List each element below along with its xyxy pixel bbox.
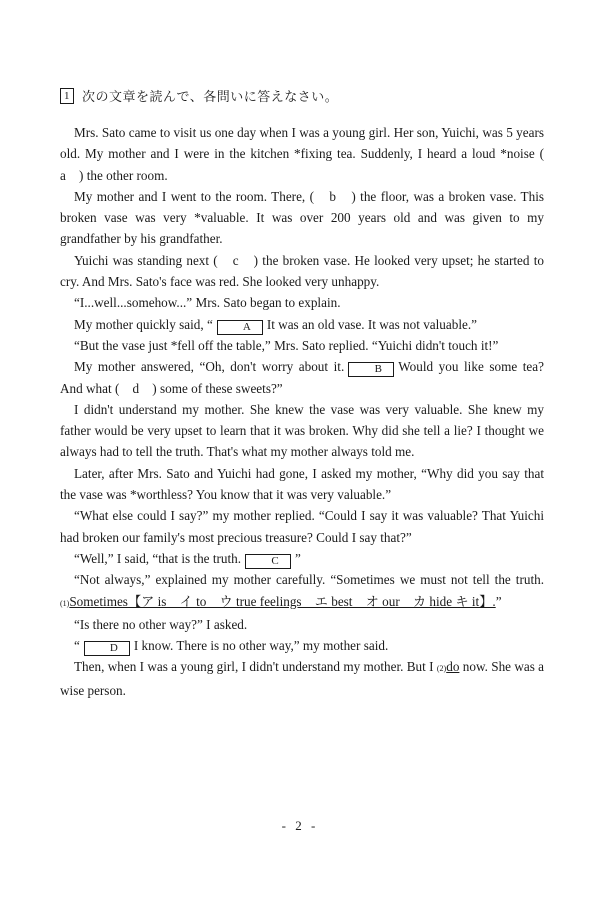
paragraph-15-start: Then, when I was a young girl, I didn't understand my mother. But I xyxy=(74,659,434,675)
answer-blank-c: C xyxy=(245,554,291,569)
paragraph-13: “Is there no other way?” I asked. xyxy=(74,616,248,632)
paragraph-5-start: My mother quickly said, “ xyxy=(74,316,213,332)
paragraph-15 xyxy=(60,656,544,701)
paragraph-10: “What else could I say?” my mother replied. “Could I say it was valuable? That Yuichi had broken our family's most precious treasure? Could I say that?” xyxy=(60,508,544,545)
question-marker-1: (1) xyxy=(60,598,70,608)
question-number-box: 1 xyxy=(60,88,74,104)
paragraph-14 xyxy=(60,635,544,656)
page-number: - 2 - xyxy=(281,818,319,833)
answer-blank-d: D xyxy=(84,641,130,656)
paragraph-14-end: I know. There is no other way,” my mother said. xyxy=(133,638,389,654)
question-instruction: 次の文章を読んで、各問いに答えなさい。 xyxy=(82,89,339,104)
paragraph-12-start: “Not always,” explained my mother carefully. “Sometimes we must not tell the truth. xyxy=(74,572,544,588)
paragraph-2: My mother and I went to the room. There, ( b ) the floor, was a broken vase. This broken vase was very *valuable. It was over 200 years old and was given to my grandfather by his grandfather. xyxy=(60,188,544,247)
answer-blank-b: B xyxy=(348,362,394,377)
paragraph-11 xyxy=(60,548,544,569)
paragraph-15-end: now. She was a wise person. xyxy=(60,659,545,698)
paragraph-7-start: My mother answered, “Oh, don't worry about it. xyxy=(74,359,345,375)
paragraph-1: Mrs. Sato came to visit us one day when I was a young girl. Her son, Yuichi, was 5 years old. My mother and I were in the kitchen *fixing tea. Suddenly, I heard a loud *noise ( a ) the other room. xyxy=(60,125,558,183)
paragraph-7-end: Would you like some tea? And what ( d ) some of these sweets?” xyxy=(60,359,544,396)
paragraph-7 xyxy=(60,356,544,399)
question-marker-2: (2) xyxy=(436,664,447,674)
paragraph-5 xyxy=(60,314,544,335)
paragraph-5-end: It was an old vase. It was not valuable.” xyxy=(266,316,478,332)
paragraph-11-start: “Well,” I said, “that is the truth. xyxy=(74,550,242,566)
paragraph-14-start: “ xyxy=(74,638,80,654)
paragraph-11-end: ” xyxy=(295,550,301,566)
paragraph-9: Later, after Mrs. Sato and Yuichi had gone, I asked my mother, “Why did you say that the vase was *worthless? You know that it was very valuable.” xyxy=(60,465,544,503)
answer-blank-a: A xyxy=(217,320,263,335)
underlined-word-2: do xyxy=(446,659,460,675)
paragraph-3: Yuichi was standing next ( c ) the broken vase. He looked very upset; he started to cry. And Mrs. Sato's face was red. She looked very unhappy. xyxy=(60,252,544,290)
paragraph-4: “I...well...somehow...” Mrs. Sato began to explain. xyxy=(74,295,341,311)
underlined-sentence-1: Sometimes【ア is イ to ウ true feelings エ best オ our カ hide キ it】. xyxy=(69,593,496,609)
paragraph-8: I didn't understand my mother. She knew the vase was very valuable. She knew my father would be very upset to learn that it was broken. Why did she tell a lie? I thought we always had to tell the truth. That's what my mother always told me. xyxy=(60,401,544,460)
paragraph-12 xyxy=(60,569,544,614)
paragraph-12-end: ” xyxy=(495,593,502,609)
question-header xyxy=(60,86,338,105)
reading-passage xyxy=(60,122,558,701)
paragraph-6: “But the vase just *fell off the table,” Mrs. Sato replied. “Yuichi didn't touch it!” xyxy=(74,337,499,353)
